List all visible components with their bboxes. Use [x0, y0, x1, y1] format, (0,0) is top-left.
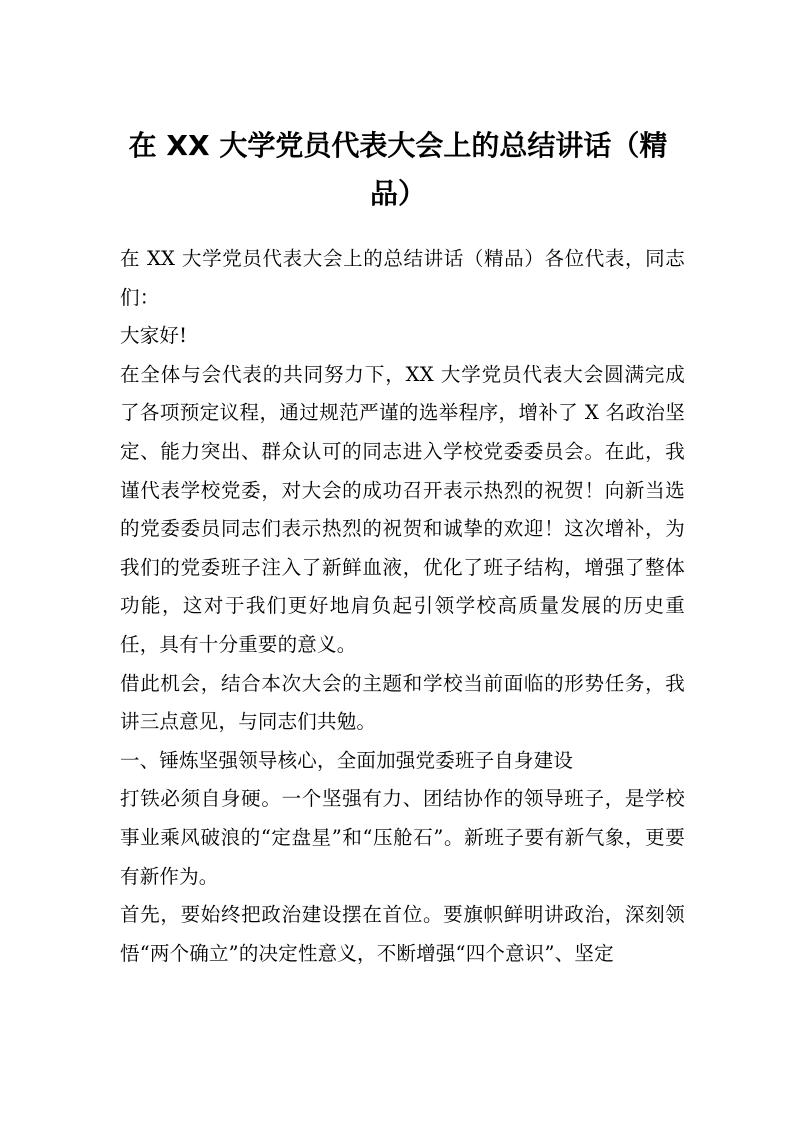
paragraph-hello: 大家好!: [120, 324, 188, 348]
section-heading-1: 一、锤炼坚强领导核心，全面加强党委班子自身建设: [120, 748, 574, 772]
paragraph-political: 首先，要始终把政治建设摆在首位。要旗帜鲜明讲政治，深刻领悟“两个确立”的决定性意义，不断增强“四个意识”、坚定: [120, 903, 685, 965]
paragraph-greeting: 在 XX 大学党员代表大会上的总结讲话（精品）各位代表，同志们：: [120, 247, 685, 309]
paragraph-intro: 在全体与会代表的共同努力下，XX 大学党员代表大会圆满完成了各项预定议程，通过规范严谨的选举程序，增补了 X 名政治坚定、能力突出、群众认可的同志进入学校党委委员会。在此，我谨代表学校党委，对大会的成功召开表示热烈的祝贺！向新当选的党委委员同志们表示热烈的祝贺和诚挚的欢迎！这次增补，为我们的党委班子注入了新鲜血液，优化了班子结构，增强了整体功能，这对于我们更好地肩负起引领学校高质量发展的历史重任，具有十分重要的意义。: [120, 362, 685, 656]
paragraph-leadership: 打铁必须自身硬。一个坚强有力、团结协作的领导班子，是学校事业乘风破浪的“定盘星”和“压舱石”。新班子要有新气象，更要有新作为。: [120, 787, 685, 888]
paragraph-opportunity: 借此机会，结合本次大会的主题和学校当前面临的形势任务，我讲三点意见，与同志们共勉。: [120, 671, 685, 734]
document-title: 在 XX 大学党员代表大会上的总结讲话（精品）: [128, 129, 668, 210]
document-body: [120, 240, 685, 973]
